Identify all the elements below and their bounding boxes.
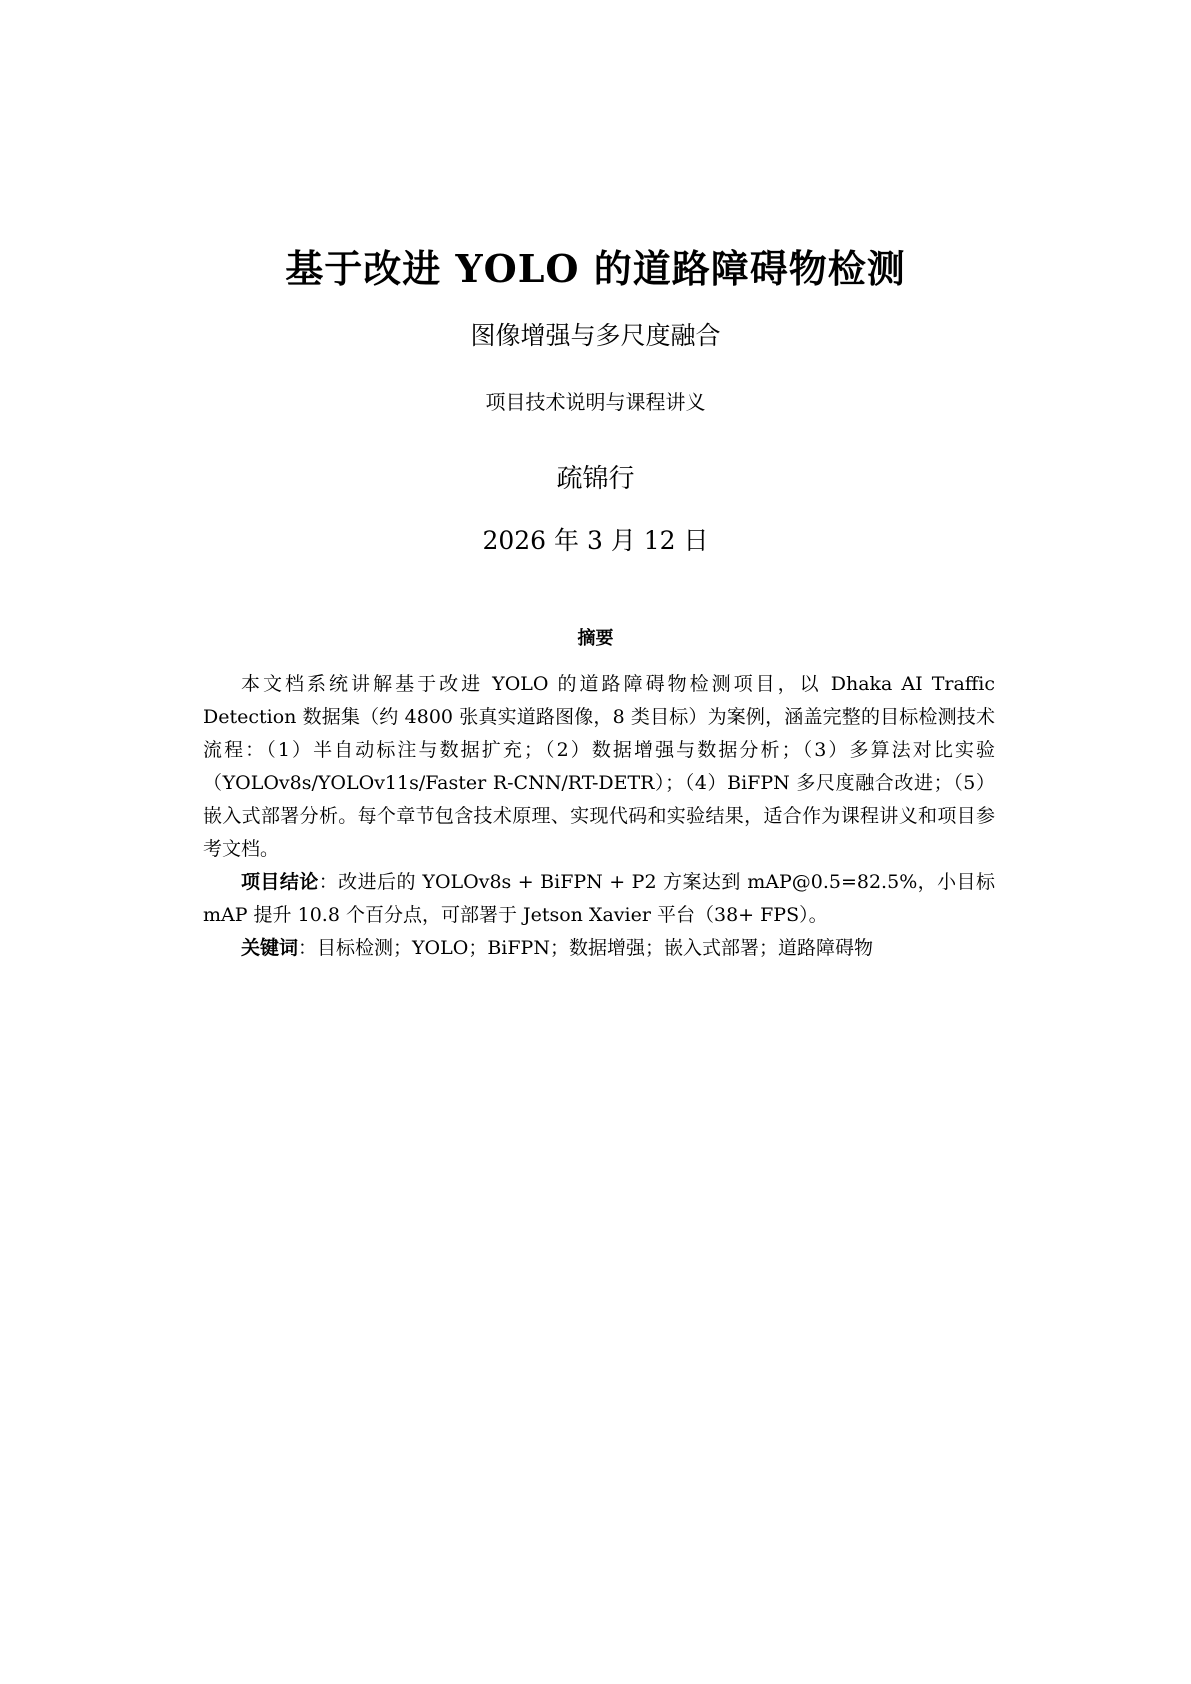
- document-subtitle: 图像增强与多尺度融合: [470, 321, 721, 350]
- document-type: 项目技术说明与课程讲义: [485, 390, 706, 414]
- abstract-heading: 摘要: [577, 628, 614, 649]
- document-date: 2026 年 3 月 12 日: [482, 526, 709, 555]
- author-name: 疏锦行: [556, 464, 635, 494]
- keywords-paragraph: [203, 932, 995, 965]
- conclusion-text: ：改进后的 YOLOv8s + BiFPN + P2 方案达到 mAP@0.5=82.5%，小目标 mAP 提升 10.8 个百分点，可部署于 Jetson Xavier 平台（38+ FPS）。: [203, 871, 995, 926]
- keywords-text: ：目标检测；YOLO；BiFPN；数据增强；嵌入式部署；道路障碍物: [298, 937, 873, 959]
- document-title: 基于改进 YOLO 的道路障碍物检测: [285, 246, 906, 291]
- keywords-label: 关键词: [241, 937, 299, 959]
- conclusion-label: 项目结论: [241, 871, 319, 893]
- abstract-section: [203, 668, 995, 965]
- abstract-body: 本文档系统讲解基于改进 YOLO 的道路障碍物检测项目，以 Dhaka AI Traffic Detection 数据集（约 4800 张真实道路图像，8 类目标）为案例，涵盖完整的目标检测技术流程：（1）半自动标注与数据扩充；（2）数据增强与数据分析；（3）多算法对比实验（YOLOv8s/YOLOv11s/Faster R-CNN/RT-DETR）；（4）BiFPN 多尺度融合改进；（5）嵌入式部署分析。每个章节包含技术原理、实现代码和实验结果，适合作为课程讲义和项目参考文档。: [203, 673, 995, 860]
- conclusion-paragraph: [203, 866, 995, 932]
